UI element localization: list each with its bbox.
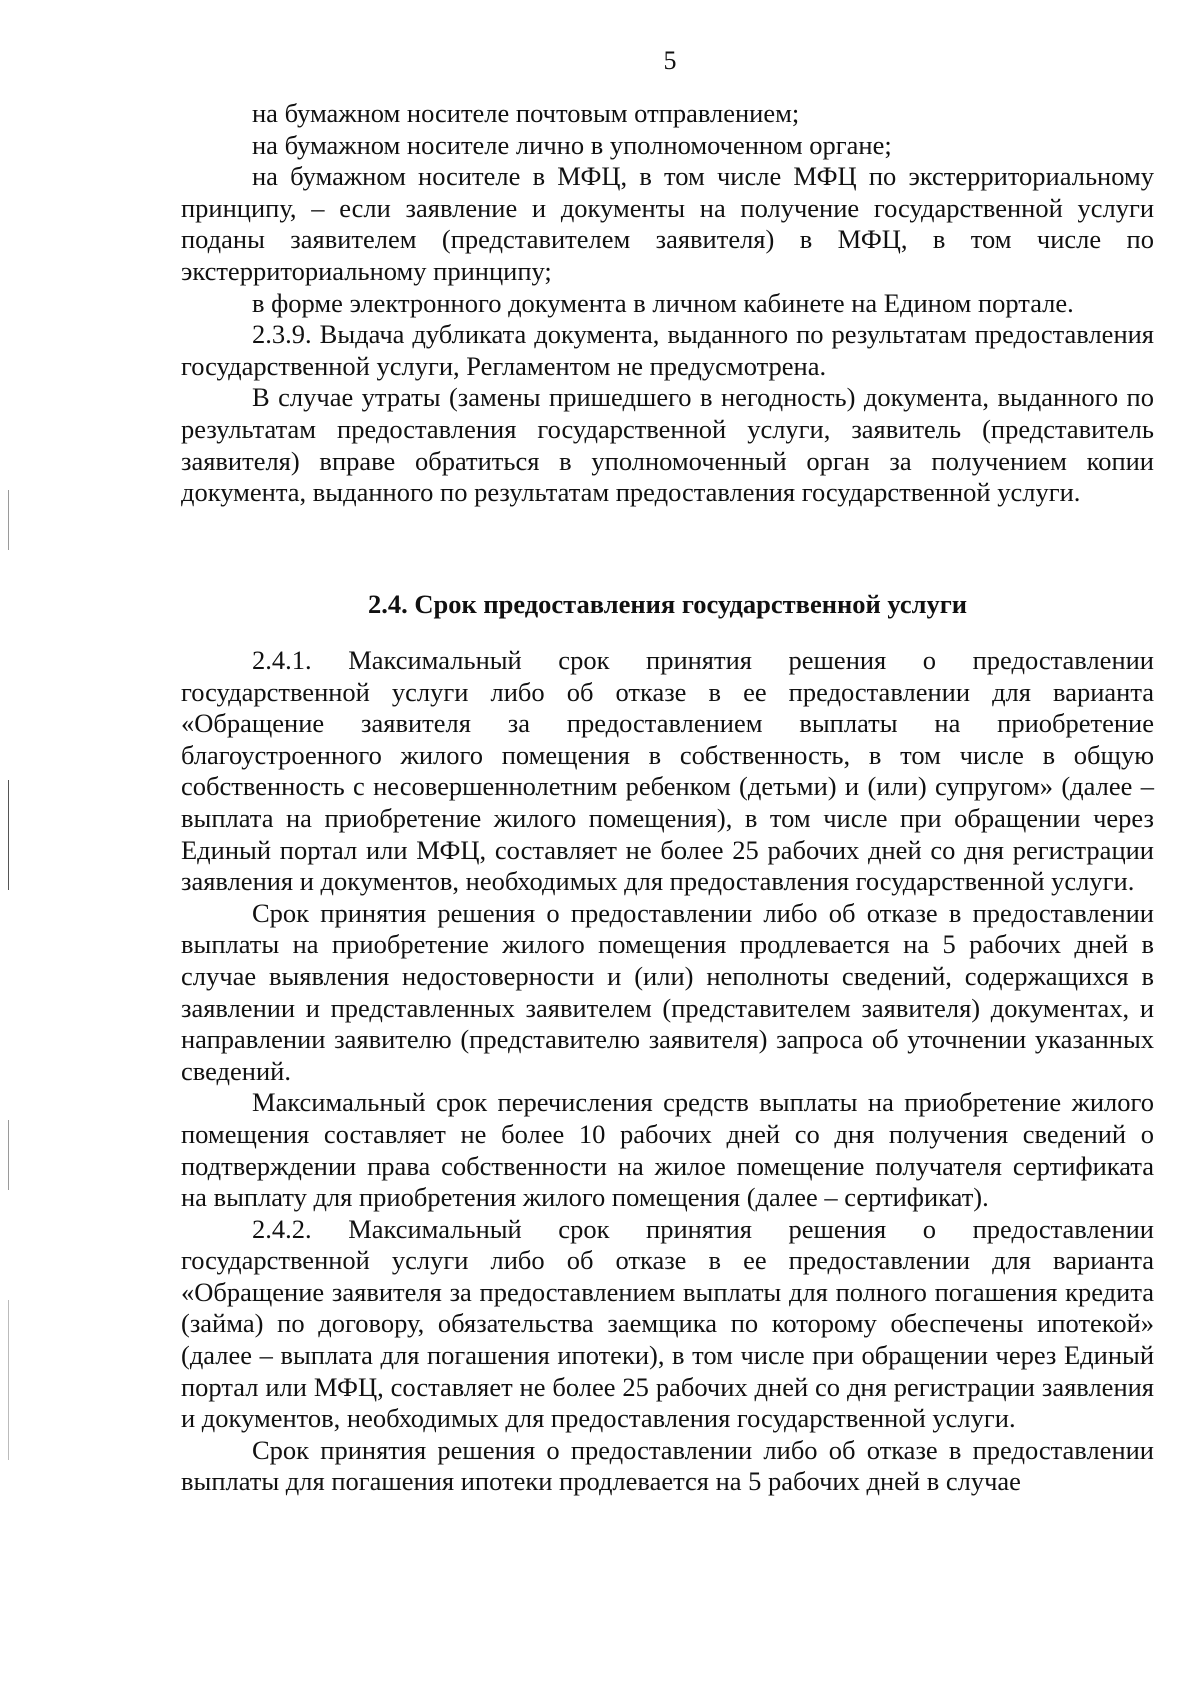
paragraph: на бумажном носителе почтовым отправлением;: [252, 98, 800, 128]
paragraph: 2.4.1. Максимальный срок принятия решения о предоставлении государственной услуги либо об отказе в ее предоставлении для варианта «Обращение заявителя за предоставлением выплаты на приобретение благоустроенного жилого помещения в собственность, в том числе в общую собственность с несовершеннолетним ребенком (детьми) и (или) супругом» (далее – выплата на приобретение жилого помещения), в том числе при обращении через Единый портал или МФЦ, составляет не более 25 рабочих дней со дня регистрации заявления и документов, необходимых для предоставления государственной услуги.: [181, 645, 1154, 897]
paragraph: Максимальный срок перечисления средств выплаты на приобретение жилого помещения составляет не более 10 рабочих дней со дня получения сведений о подтверждении права собственности на жилое помещение получателя сертификата на выплату для приобретения жилого помещения (далее – сертификат).: [181, 1087, 1154, 1213]
paragraph: на бумажном носителе в МФЦ, в том числе МФЦ по экстерриториальному принципу, – если заявление и документы на получение государственной услуги поданы заявителем (представителем заявителя) в МФЦ, в том числе по экстерриториальному принципу;: [181, 161, 1154, 286]
scan-margin-mark: [8, 1120, 9, 1190]
section-heading: 2.4. Срок предоставления государственной услуги: [367, 589, 968, 619]
page-number: 5: [663, 46, 677, 75]
paragraph: В случае утраты (замены пришедшего в негодность) документа, выданного по результатам предоставления государственной услуги, заявитель (представитель заявителя) вправе обратиться в уполномоченный орган за получением копии документа, выданного по результатам предоставления государственной услуги.: [181, 382, 1154, 508]
paragraph: на бумажном носителе лично в уполномоченном органе;: [252, 129, 892, 160]
scan-margin-mark: [8, 780, 9, 890]
paragraph: в форме электронного документа в личном кабинете на Едином портале.: [252, 287, 1074, 318]
text-block-bottom: [181, 645, 1154, 1498]
scan-margin-mark: [8, 490, 9, 550]
paragraph: Срок принятия решения о предоставлении либо об отказе в предоставлении выплаты для погашения ипотеки продлевается на 5 рабочих дней в случае: [181, 1434, 1154, 1497]
paragraph: 2.3.9. Выдача дубликата документа, выданного по результатам предоставления государственной услуги, Регламентом не предусмотрена.: [181, 319, 1154, 381]
paragraph: Срок принятия решения о предоставлении либо об отказе в предоставлении выплаты на приобретение жилого помещения продлевается на 5 рабочих дней в случае выявления недостоверности и (или) неполноты сведений, содержащихся в заявлении и представленных заявителем (представителем заявителя) документах, и направлении заявителю (представителю заявителя) запроса об уточнении указанных сведений.: [181, 897, 1154, 1086]
scan-margin-mark: [8, 1300, 9, 1460]
text-block-top: [181, 98, 1154, 509]
paragraph: 2.4.2. Максимальный срок принятия решения о предоставлении государственной услуги либо об отказе в ее предоставлении для варианта «Обращение заявителя за предоставлением выплаты для полного погашения кредита (займа) по договору, обязательства заемщика по которому обеспечены ипотекой» (далее – выплата для погашения ипотеки), в том числе при обращении через Единый портал или МФЦ, составляет не более 25 рабочих дней со дня регистрации заявления и документов, необходимых для предоставления государственной услуги.: [181, 1213, 1154, 1434]
